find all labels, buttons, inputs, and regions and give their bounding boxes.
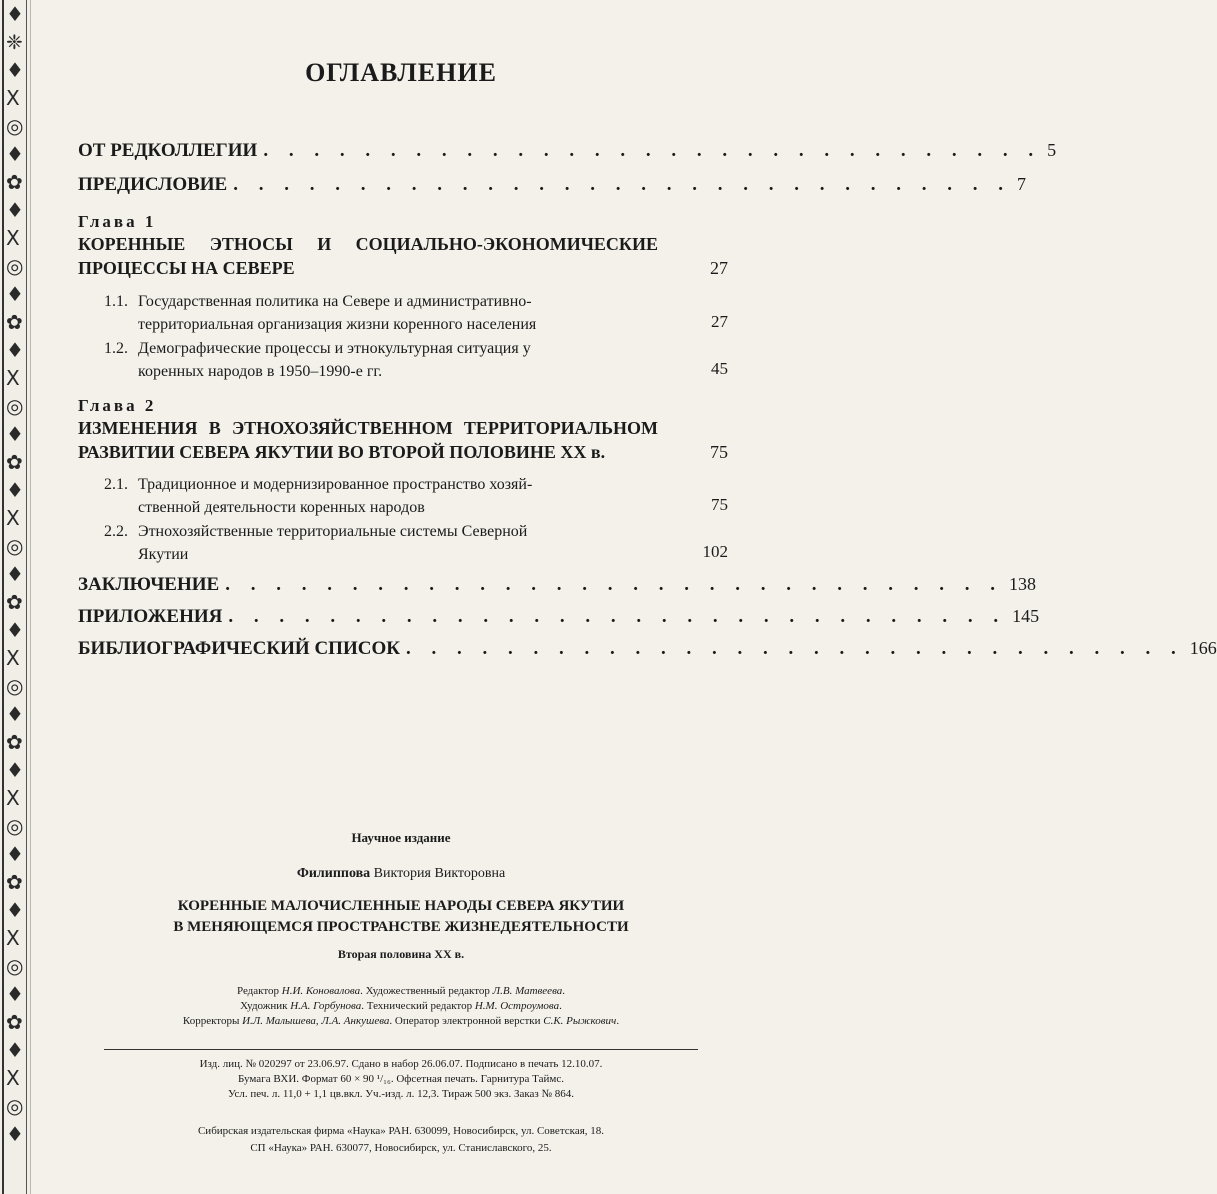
section-2-2-page: 102 [702, 542, 728, 561]
publisher-line1: Сибирская издательская фирма «Наука» РАН. 630099, Новосибирск, ул. Советская, 18. [197, 1125, 605, 1137]
leader-dots: . . . . . . . . . . . . . . . . . . . . . . . . . . . . . . . [406, 638, 1184, 659]
ornament-glyph: ♦ [6, 338, 24, 362]
ornament-glyph: ♦ [6, 142, 24, 166]
tech-line1: Изд. лиц. № 020297 от 23.06.97. Сдано в набор 26.06.07. Подписано в печать 12.10.07. [199, 1058, 603, 1070]
tech-line2: Бумага ВХИ. Формат 60 × 90 ¹/₁₆. Офсетная печать. Гарнитура Таймс. [238, 1073, 564, 1085]
section-2-1[interactable] [104, 473, 664, 519]
book-title-line2: В МЕНЯЮЩЕМСЯ ПРОСТРАНСТВЕ ЖИЗНЕДЕЯТЕЛЬНОСТИ [173, 919, 629, 935]
toc-entry-appendices[interactable] [78, 606, 1040, 628]
toc-entry-label: ОТ РЕДКОЛЛЕГИИ [78, 140, 258, 161]
publisher-info [74, 1123, 728, 1157]
book-title [74, 896, 728, 938]
toc-entry-conclusion[interactable] [78, 574, 1036, 596]
toc-page-number: 138 [1008, 574, 1036, 594]
ornament-glyph: ♦ [6, 422, 24, 446]
section-title-line2: территориальная организация жизни коренного населения [138, 316, 537, 333]
section-2-2[interactable] [104, 520, 664, 566]
page-title: ОГЛАВЛЕНИЕ [305, 58, 497, 87]
chapter-2-label: Глава 2 [78, 396, 157, 415]
toc-entry-label: ПРЕДИСЛОВИЕ [78, 174, 228, 195]
toc-page [74, 0, 1217, 1194]
ornament-glyph: ✿ [6, 870, 23, 894]
leader-dots: . . . . . . . . . . . . . . . . . . . . . . . . . . . . . . . [233, 174, 1011, 195]
toc-entry-preface[interactable] [78, 174, 1026, 196]
border-line-right [26, 0, 27, 1194]
ornament-glyph: X [6, 366, 20, 390]
toc-entry-label: ПРИЛОЖЕНИЯ [78, 606, 223, 627]
ornament-glyph: X [6, 926, 20, 950]
ornament-glyph: ✿ [6, 1010, 23, 1034]
decorative-border [0, 0, 31, 1194]
ornament-glyph: ♦ [6, 898, 24, 922]
section-title-line1: Демографические процессы и этнокультурная ситуация у [138, 340, 531, 357]
ornament-glyph: ♦ [6, 702, 24, 726]
author-name: Виктория Викторовна [370, 866, 506, 881]
ornament-glyph: ◎ [6, 394, 24, 418]
leader-dots: . . . . . . . . . . . . . . . . . . . . . . . . . . . . . . . [225, 574, 1003, 595]
ornament-glyph: ♦ [6, 198, 24, 222]
ornament-glyph: ♦ [6, 982, 24, 1006]
ornament-glyph: ◎ [6, 534, 24, 558]
toc-page-number: 166 [1189, 638, 1217, 658]
ornament-glyph: ♦ [6, 842, 24, 866]
section-title-line2: коренных народов в 1950–1990-е гг. [138, 363, 383, 380]
editors-line3: Корректоры И.Л. Малышева, Л.А. Анкушева. Оператор электронной верстки С.К. Рыжкович. [182, 1015, 620, 1027]
ornament-glyph: ◎ [6, 674, 24, 698]
ornament-glyph: ◎ [6, 814, 24, 838]
ornament-glyph: ✿ [6, 310, 23, 334]
ornament-glyph: ✿ [6, 170, 23, 194]
ornament-glyph: ♦ [6, 58, 24, 82]
ornament-glyph: ❈ [6, 30, 23, 54]
chapter-1-page: 27 [710, 258, 728, 278]
section-2-1-page: 75 [711, 495, 728, 514]
tech-line3: Усл. печ. л. 11,0 + 1,1 цв.вкл. Уч.-изд. л. 12,3. Тираж 500 экз. Заказ № 864. [228, 1088, 574, 1100]
toc-page-number: 5 [1047, 140, 1057, 160]
ornament-glyph: X [6, 646, 20, 670]
section-title-line1: Традиционное и модернизированное пространство хозяй- [138, 476, 533, 493]
ornament-glyph: ◎ [6, 254, 24, 278]
ornament-glyph: ◎ [6, 954, 24, 978]
ornament-glyph: ♦ [6, 2, 24, 26]
publisher-line2: СП «Наука» РАН. 630077, Новосибирск, ул. Станиславского, 25. [250, 1142, 552, 1154]
technical-info [74, 1057, 728, 1102]
ornament-glyph: X [6, 786, 20, 810]
toc-entry-label: ЗАКЛЮЧЕНИЕ [78, 574, 220, 595]
section-title-line1: Государственная политика на Севере и административно- [138, 293, 532, 310]
ornament-glyph: X [6, 506, 20, 530]
leader-dots: . . . . . . . . . . . . . . . . . . . . . . . . . . . . . . . [228, 606, 1007, 627]
editors-line2: Художник Н.А. Горбунова. Технический редактор Н.М. Остроумова. [240, 1000, 562, 1012]
toc-page-number: 7 [1016, 174, 1026, 194]
section-number: 2.1. [104, 476, 128, 493]
ornament-glyph: X [6, 1066, 20, 1090]
chapter-1-label: Глава 1 [78, 212, 157, 231]
section-title-line2: Якутии [138, 546, 189, 563]
section-number: 1.2. [104, 340, 128, 357]
toc-entry-label: БИБЛИОГРАФИЧЕСКИЙ СПИСОК [78, 638, 401, 659]
ornament-glyph: ◎ [6, 114, 24, 138]
book-title-line1: КОРЕННЫЕ МАЛОЧИСЛЕННЫЕ НАРОДЫ СЕВЕРА ЯКУТИИ [177, 898, 625, 914]
section-1-1[interactable] [104, 290, 664, 336]
ornament-glyph: ✿ [6, 730, 23, 754]
leader-dots: . . . . . . . . . . . . . . . . . . . . . . . . . . . . . . . [263, 140, 1042, 161]
chapter-2-title[interactable]: ИЗМЕНЕНИЯ В ЭТНОХОЗЯЙСТВЕННОМ ТЕРРИТОРИАЛЬНОМ РАЗВИТИИ СЕВЕРА ЯКУТИИ ВО ВТОРОЙ ПОЛОВИНЕ XX в. [78, 418, 658, 462]
toc-entry-editorial[interactable] [78, 140, 1057, 162]
imprint-label: Научное издание [351, 830, 451, 845]
ornament-glyph: ♦ [6, 282, 24, 306]
ornament-glyph: X [6, 86, 20, 110]
section-1-1-page: 27 [711, 312, 728, 331]
ornament-glyph: ◎ [6, 1094, 24, 1118]
divider [104, 1049, 698, 1050]
ornament-strip [6, 0, 24, 1148]
author-surname: Филиппова [296, 866, 371, 881]
section-1-2[interactable] [104, 337, 664, 383]
ornament-glyph: ♦ [6, 1038, 24, 1062]
ornament-glyph: ♦ [6, 562, 24, 586]
ornament-glyph: ♦ [6, 618, 24, 642]
ornament-glyph: ♦ [6, 478, 24, 502]
chapter-2-page: 75 [710, 442, 728, 462]
editors-block [74, 984, 728, 1029]
chapter-1-title[interactable]: КОРЕННЫЕ ЭТНОСЫ И СОЦИАЛЬНО-ЭКОНОМИЧЕСКИЕ ПРОЦЕССЫ НА СЕВЕРЕ [78, 234, 658, 278]
ornament-glyph: X [6, 226, 20, 250]
toc-page-number: 145 [1012, 606, 1040, 626]
ornament-glyph: ♦ [6, 1122, 24, 1146]
toc-entry-bibliography[interactable] [78, 638, 1217, 660]
section-number: 2.2. [104, 523, 128, 540]
section-title-line1: Этнохозяйственные территориальные системы Северной [138, 523, 528, 540]
ornament-glyph: ♦ [6, 758, 24, 782]
section-1-2-page: 45 [711, 359, 728, 378]
ornament-glyph: ✿ [6, 450, 23, 474]
book-subtitle: Вторая половина XX в. [337, 947, 465, 961]
border-line-left [2, 0, 4, 1194]
section-title-line2: ственной деятельности коренных народов [138, 499, 425, 516]
editors-line1: Редактор Н.И. Коновалова. Художественный редактор Л.В. Матвеева. [236, 985, 566, 997]
author [74, 866, 728, 882]
section-number: 1.1. [104, 293, 128, 310]
ornament-glyph: ✿ [6, 590, 23, 614]
